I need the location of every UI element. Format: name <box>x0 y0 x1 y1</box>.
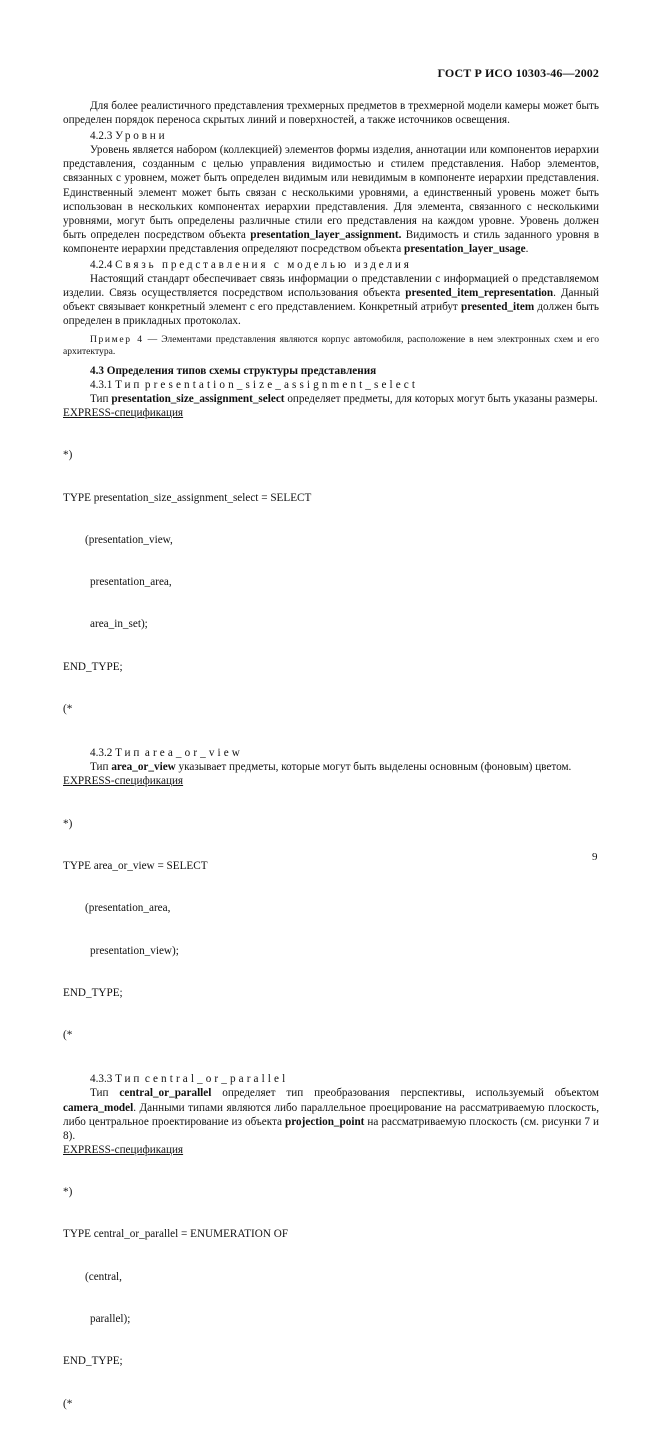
section-title: Уровни <box>115 130 168 143</box>
code-line: (* <box>63 702 73 715</box>
express-specification-label: EXPRESS-спецификация <box>63 406 184 419</box>
example-note <box>63 334 599 359</box>
entity-name: camera_model <box>63 1101 134 1114</box>
text-run: . <box>525 242 529 255</box>
code-line: (* <box>63 1397 73 1410</box>
text-run: на рассматриваемую плоскость (см. рисунки 7 и 8). <box>63 1115 599 1142</box>
page-body <box>63 99 599 1439</box>
section-number: 4.3.3 <box>90 1073 113 1086</box>
entity-name: central_or_parallel <box>119 1087 212 1100</box>
entity-name: presented_item <box>461 301 535 314</box>
type-name: central_or_parallel <box>144 1073 289 1086</box>
section-4-2-3-paragraph <box>63 143 599 256</box>
code-line: *) <box>63 449 73 462</box>
entity-name: presentation_layer_usage <box>403 242 526 255</box>
code-line: area_in_set); <box>90 618 148 631</box>
entity-name: presentation_layer_assignment. <box>250 228 402 241</box>
code-line: END_TYPE; <box>63 660 123 673</box>
section-4-3-2-paragraph <box>63 760 599 774</box>
entity-name: presentation_size_assignment_select <box>111 392 285 405</box>
section-number: 4.2.4 <box>90 259 113 272</box>
text-run: Тип <box>90 392 109 405</box>
section-title: Связь представления с моделью изделия <box>115 259 412 272</box>
entity-name: area_or_view <box>111 761 176 774</box>
code-line: TYPE central_or_parallel = ENUMERATION OF <box>63 1228 289 1241</box>
section-number: 4.2.3 <box>90 130 113 143</box>
section-4-3-3-paragraph <box>63 1086 599 1142</box>
express-specification-label: EXPRESS-спецификация <box>63 1143 184 1156</box>
express-code-block <box>63 789 599 1071</box>
express-code-block <box>63 1157 599 1439</box>
document-header: ГОСТ Р ИСО 10303-46—2002 <box>437 66 599 80</box>
text-run: Настоящий стандарт обеспечивает связь информации о представлении с информацией о представляемом изделии. Связь осуществляется посредством использования объекта <box>63 273 599 300</box>
text-run: указывает предметы, которые могут быть выделены основным (фоновым) цветом. <box>178 761 572 774</box>
section-4-2-4-paragraph <box>63 272 599 328</box>
section-keyword: Тип <box>115 1073 143 1086</box>
section-4-3-3-heading <box>63 1072 599 1086</box>
code-line: (central, <box>85 1270 122 1283</box>
text-run: определяет тип преобразования перспективы, используемый объектом <box>222 1087 599 1100</box>
entity-name: projection_point <box>285 1115 365 1128</box>
code-line: parallel); <box>90 1312 131 1325</box>
code-line: presentation_area, <box>90 576 172 589</box>
note-label: Пример 4 <box>90 333 144 345</box>
express-code-block <box>63 420 599 744</box>
intro-paragraph: Для более реалистичного представления трехмерных предметов в трехмерной модели камеры может быть определен порядок переноса скрытых линий и поверхностей, а также источников освещения. <box>63 100 599 127</box>
text-run: Уровень является набором (коллекцией) элементов формы изделия, аннотации или компонентов иерархии представления, созданным с целью управления видимостью и стилем представления. Набор элементов, связанных с уровнем, может быть определен видимым или невидимым в компоненте иерархии представления. Единственный элемент может быть связан с несколькими уровнями, а единственный уровень может быть использован в нескольких компонентах иерархии представления. Для элемента, связанного с несколькими уровнями, могут быть определены различные стили его представления на каждом уровне. Уровень должен быть определен посредством объекта <box>63 144 599 241</box>
section-keyword: Тип <box>115 378 143 391</box>
express-specification-label: EXPRESS-спецификация <box>63 775 184 788</box>
text-run: Видимость и стиль заданного уровня в компоненте иерархии представления определяют посредством объекта <box>63 228 599 255</box>
note-text: — Элементами представления являются корпус автомобиля, расположение в нем электронных схем и его архитектура. <box>63 333 599 358</box>
entity-name: presented_item_representation <box>405 287 554 300</box>
page-number: 9 <box>592 851 598 863</box>
section-4-3-heading: 4.3 Определения типов схемы структуры представления <box>90 364 377 377</box>
section-keyword: Тип <box>115 747 143 760</box>
code-line: (* <box>63 1029 73 1042</box>
code-line: *) <box>63 1186 73 1199</box>
section-number: 4.3.1 <box>90 378 113 391</box>
section-4-2-4-heading <box>63 258 599 272</box>
type-name: presentation_size_assignment_select <box>144 378 419 391</box>
code-line: TYPE area_or_view = SELECT <box>63 859 208 872</box>
text-run: Тип <box>90 1087 109 1100</box>
code-line: presentation_view); <box>90 944 179 957</box>
code-line: (presentation_view, <box>85 533 173 546</box>
code-line: TYPE presentation_size_assignment_select = SELECT <box>63 491 312 504</box>
section-4-3-1-paragraph <box>63 392 599 406</box>
section-number: 4.3.2 <box>90 747 113 760</box>
section-4-3-1-heading <box>63 378 599 392</box>
text-run: определяет предметы, для которых могут быть указаны размеры. <box>287 392 598 405</box>
type-name: area_or_view <box>144 747 243 760</box>
code-line: (presentation_area, <box>85 902 171 915</box>
section-4-2-3-heading <box>63 129 599 143</box>
section-4-3-2-heading <box>63 746 599 760</box>
text-run: Тип <box>90 761 109 774</box>
code-line: *) <box>63 817 73 830</box>
text-run: . Данными типами являются либо параллельное проецирование на рассматриваемую плоскость, либо центральное проектирование из объекта <box>63 1101 599 1128</box>
text-run: . Данный объект связывает конкретный элемент с его представлением. Конкретный атрибут <box>63 287 600 314</box>
code-line: END_TYPE; <box>63 986 123 999</box>
code-line: END_TYPE; <box>63 1355 123 1368</box>
text-run: должен быть определен в прикладных протоколах. <box>63 301 600 328</box>
